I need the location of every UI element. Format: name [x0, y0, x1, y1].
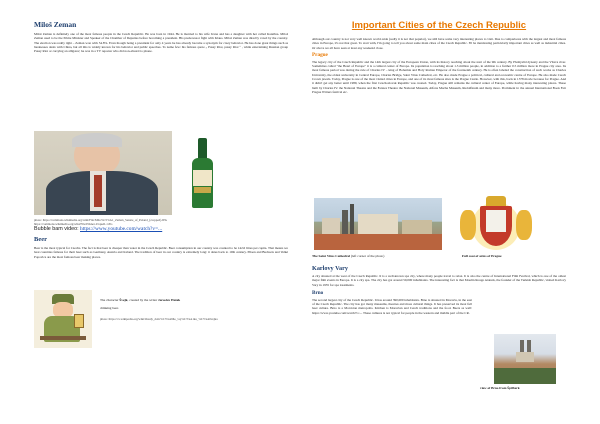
prague-heading: Prague — [312, 51, 328, 58]
brno-text: The second largest city of the Czech Republic. It has around 390,000 inhabitants. Brno is situated in Moravia, in the east of the Czech Republic. The city has got many museums, theatres and more cultural things. It has preserved its most full beer culture. Brno is a Moravian metropolis. Kitchen is Moravian and Czech traditions and the food. Beers as well: https://www.youtube.com/watch?v=... These cultures is not typical for people in the western and middle part of the CR. — [312, 297, 472, 315]
svejk-illustration — [34, 290, 92, 348]
photo-label: photo: — [34, 218, 42, 222]
prague-text: The legacy city of the Czech Republic and the 14th largest city of the European Union, with its history reaching about the start of the 9th century. By Přemyslid dynasty and the Vltava river. Sometimes called "the Heart of Europe" it is a cultural center of Europe. Its population is reaching about 1.3 million people, in addition to a further 0.5 million more in Prague city area. Its most famous period was during the rule of Charles IV – king of Bohemia and Holy Roman Emperor of the fourteenth century. He is often labeled the construction of such works as Charles University, the oldest university in Central Europe, Charles Bridge, Saint Vitus Cathedral, etc. He also made Prague a political, cultural and economic centre of Europe. He also made Czech Crown jewels. Today, Prague is one of the most visited cities in Europe, and one of its most famous sites is the Prague Castle. However, with this, back in 1378 movie because for Prague. And it didn't get any better until 1989, when the first Czechoslovak Republic was created. Today, Prague still remains the cultural center of Europe, while having many interesting places. These built by Charles IV. the National Theatre and the Estates Theatre the National Museum, Alfons Mucha Museum, Rudolfinum and many more. Prominent is: the annual International Book Fair Prague Writers festival etc. — [312, 59, 566, 94]
bubble-video-link[interactable]: https://www.youtube.com/watch?v=... — [80, 226, 163, 233]
brno-photo — [494, 334, 556, 384]
beer-heading: Beer — [34, 236, 47, 244]
karlovy-text: A city situated at the west of the Czech Republic. It is a well-known spa city, where many people travel to relax. It is also the centre of International Film Festival, which is one of the oldest major film events in Europe. It is a city spa. The city has got around 50,000 inhabitants. The interesting fact is that Moulin Rouge Ataturk, the founder of the Turkish Republic, visited Karlovy Vary in 1935 for spa treatments. — [312, 274, 566, 287]
cities-title: Important Cities of the Czech Republic — [351, 20, 527, 31]
svejk-caption-pre: The character — [100, 298, 119, 302]
photo-source-link-2[interactable]: https://commons.wikimedia.org/wiki/File:Pilsner-Urquell-1.PG — [34, 222, 113, 227]
cathedral-caption-bold: The Saint Vitus Cathedral — [312, 254, 350, 258]
cities-intro: Although our country is not very well known world-wide (sadly it is not that popular), we still have some very interesting places to visit. Due to comparisons with the largest and most famous cities in Europe, it's not that great. To start with, I'm going to tell you about some main cities of the Czech Republic. I'll be mentioning particularly important cities as well as industrial cities. Or above we all have seen at least any weekend close. — [312, 37, 566, 50]
zeman-photo — [34, 131, 172, 215]
cathedral-caption: (left corner of the photo) — [349, 254, 385, 258]
svejk-caption-mid: , created by the writer — [127, 298, 158, 302]
spilberk-caption: view of Brno from Špilberk — [480, 386, 520, 390]
svejk-photo-link[interactable]: photo: https://cs.wikipedia.org/wiki/Osudy_dobr%C3%A9ho_voj%C3%A1ka_%C5%A0vejka — [100, 316, 218, 321]
bubble-label: Bubble bam video: — [34, 226, 79, 233]
zeman-heading: Miloš Zeman — [34, 20, 77, 29]
photo-source-link-1[interactable]: https://commons.wikimedia.org/wiki/File:Milo%C5%A1_Zeman_Senate_of_Poland_(cropped).JPG — [42, 218, 168, 222]
beer-bottle-photo — [178, 138, 228, 208]
prague-coat-of-arms — [456, 194, 536, 252]
svejk-writer: Jaroslav Hašek — [158, 298, 181, 302]
svejk-caption-post: drinking beer. — [100, 306, 119, 311]
zeman-text: Miloš Zeman is definitely one of the most famous people in the Czech Republic. He was born in 1944. He is married to his wife Ivana and has a daughter with her called Kateřina. Miloš Zeman used to be the Prime Minister and Speaker of the Chamber of Deputies before becoming a president. His predecessor fight with Klaus. Miloš Zeman was directly voted by the country. The election was really tight – Zeman won with 54.8%. Even though being a president for only 4 years he has already become a synonym for crazy behavior. He has done great things such as businesses deals with China, but all this is widely known for his behavior and public speeches. To name few: his famous quote „ Pussy Riot, pussy Riot “ , while entertaining Russian group Pussy Riot or carrying an alligator; he was in a TV reporter who did non-absurd to phone. — [34, 32, 288, 54]
karlovy-heading: Karlovy Vary — [312, 265, 348, 272]
svejk-name: Švejk — [119, 298, 128, 302]
beer-text: Beer is the most typical for Czechs. The fact is that beer is cheaper than water in the Czech Republic. Beer consumption in our country was counted to be 142.6 litres per capita. That means we beat countries famous for their beer such as Germany, Austria and Ireland. The tradition of beer in our country is extremely long: it dates back to 10th century. Pilsen and Budweis and Velké Popovice are the most famous beer making places. — [34, 246, 288, 259]
prague-castle-photo — [314, 198, 442, 250]
brno-heading: Brno — [312, 289, 324, 296]
coat-caption: Full coat of arms of Prague — [462, 254, 502, 258]
